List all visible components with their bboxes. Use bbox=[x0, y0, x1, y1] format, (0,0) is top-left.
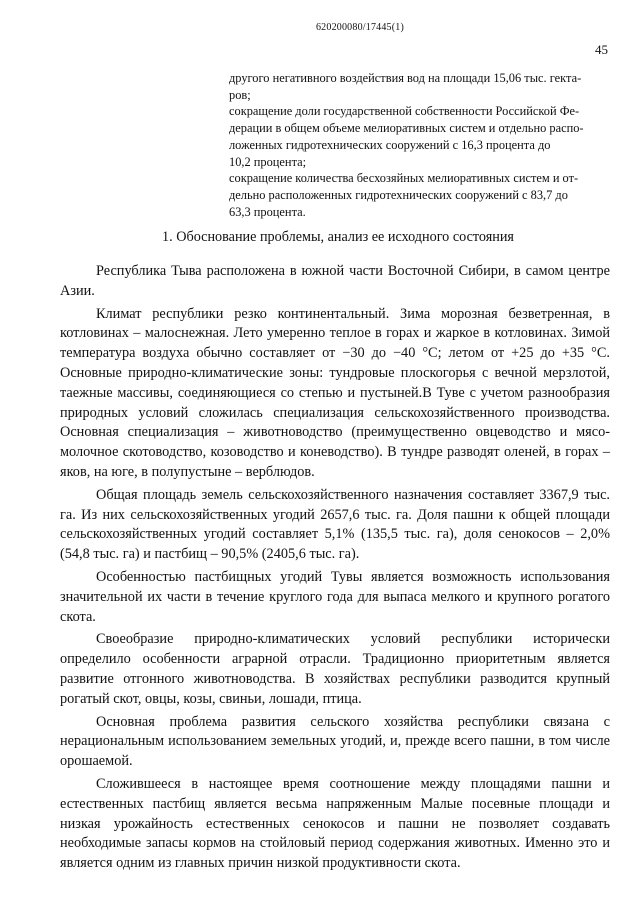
intro-line: дельно расположенных гидротехнических сооружений с 83,7 до bbox=[229, 187, 568, 202]
intro-line: сокращение доли государственной собственности Российской Фе- bbox=[229, 104, 580, 119]
intro-line: ложенных гидротехнических сооружений с 16,3 процента до bbox=[229, 137, 551, 152]
paragraph: Основная проблема развития сельского хозяйства республики связана с нерациональным использованием земельных угодий, и, прежде всего пашни, в том числе орошаемой. bbox=[60, 713, 610, 770]
intro-line: ров; bbox=[229, 87, 251, 102]
intro-line: дерации в общем объеме мелиоративных систем и отдельно распо- bbox=[229, 121, 584, 136]
section-heading: 1. Обоснование проблемы, анализ ее исходного состояния bbox=[162, 229, 514, 245]
intro-line: 63,3 процента. bbox=[229, 204, 306, 219]
paragraph: Сложившееся в настоящее время соотношение между площадями пашни и естественных пастбищ является весьма напряженным Малые посевные площади и низкая урожайность естественных сенокосов и пашни не позволяет создавать необходимые запасы кормов на стойловый период содержания животных. Именно это и является одним из главных причин низкой продуктивности скота. bbox=[60, 775, 610, 872]
intro-line: сокращение количества бесхозяйных мелиоративных систем и от- bbox=[229, 171, 579, 186]
intro-list bbox=[229, 70, 605, 220]
intro-line: другого негативного воздействия вод на площади 15,06 тыс. гекта- bbox=[229, 71, 582, 85]
paragraph: Своеобразие природно-климатических условий республики исторически определило особенности аграрной отрасли. Традиционно приоритетным является развитие отгонного животноводства. В хозяйствах республики разводится крупный рогатый скот, овцы, козы, свиньи, лошади, птица. bbox=[60, 631, 610, 707]
paragraph: Общая площадь земель сельскохозяйственного назначения составляет 3367,9 тыс. га. Из них сельскохозяйственных угодий 2657,6 тыс. га. Доля пашни к общей площади сельскохозяйственных угодий составляет 5,1% (135,5 тыс. га), доля сенокосов – 2,0% (54,8 тыс. га) и пастбищ – 90,5% (2405,6 тыс. га). bbox=[60, 486, 610, 563]
paragraph: Климат республики резко континентальный. Зима морозная безветренная, в котловинах – малоснежная. Лето умеренно теплое в горах и жаркое в котловинах. Зимой температура воздуха обычно составляет от −30 до −40 °С; летом от +25 до +35 °С. Основные природно-климатические зоны: тундровые плоскогорья с вечной мерзлотой, таежные массивы, соединяющиеся со степью и пустыней.В Туве с учетом разнообразия природных условий сложилась специализация сельскохозяйственного производства. Основная специализация – животноводство (преимущественно овцеводство и мясо-молочное скотоводство, козоводство и коневодство). В тундре разводят оленей, в горах – яков, на юге, в полупустыне – верблюдов. bbox=[60, 305, 610, 480]
body-text bbox=[60, 262, 610, 877]
paragraph: Особенностью пастбищных угодий Тувы является возможность использования значительной их части в течение круглого года для выпаса мелкого и крупного рогатого скота. bbox=[60, 568, 610, 625]
intro-line: 10,2 процента; bbox=[229, 154, 307, 169]
paragraph: Республика Тыва расположена в южной части Восточной Сибири, в самом центре Азии. bbox=[60, 263, 610, 299]
page-number: 45 bbox=[595, 42, 608, 57]
document-code: 620200080/17445(1) bbox=[315, 22, 405, 33]
